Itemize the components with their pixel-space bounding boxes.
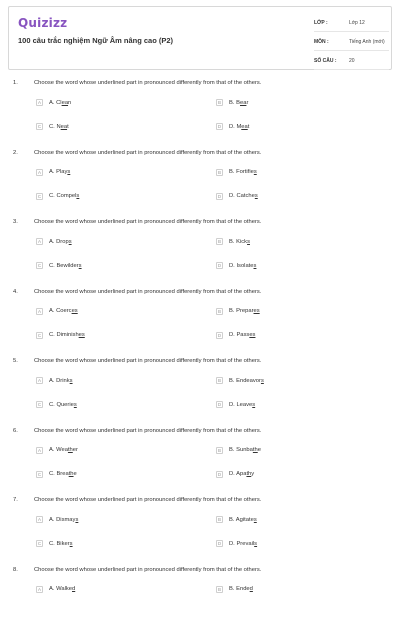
- option-text: [229, 124, 249, 130]
- option-label: C.: [49, 402, 55, 408]
- option-letter-box[interactable]: A: [36, 377, 43, 384]
- answer-option-d[interactable]: [216, 192, 258, 201]
- question-block: [0, 426, 400, 496]
- underlined-part: s: [254, 541, 257, 547]
- word-prefix: M: [236, 124, 241, 130]
- meta-value: 20: [349, 58, 355, 64]
- word-prefix: Sunba: [236, 447, 253, 453]
- word-prefix: Compel: [56, 193, 76, 199]
- option-letter-box[interactable]: A: [36, 99, 43, 106]
- underlined-part: th: [69, 471, 74, 477]
- option-text: [49, 402, 77, 408]
- option-text: [229, 169, 257, 175]
- meta-row-class: [314, 17, 389, 32]
- word-prefix: Play: [56, 169, 67, 175]
- answer-option-a[interactable]: [36, 585, 75, 594]
- option-text: [49, 447, 78, 453]
- option-letter-box[interactable]: A: [36, 308, 43, 315]
- option-label: A.: [49, 239, 54, 245]
- option-label: B.: [229, 586, 234, 592]
- meta-value: Lớp 12: [349, 20, 365, 26]
- word-prefix: Prepar: [236, 308, 253, 314]
- option-letter-box[interactable]: C: [36, 262, 43, 269]
- option-text: [229, 263, 256, 269]
- option-text: [49, 308, 78, 314]
- underlined-part: s: [74, 402, 77, 408]
- answer-option-b[interactable]: [216, 515, 257, 524]
- option-label: A.: [49, 100, 54, 106]
- word-prefix: Drop: [56, 239, 69, 245]
- option-text: [49, 263, 82, 269]
- option-label: D.: [229, 263, 235, 269]
- answer-option-c[interactable]: [36, 539, 73, 548]
- word-prefix: Kick: [236, 239, 247, 245]
- word-prefix: Wea: [56, 447, 68, 453]
- question-number: 1.: [13, 80, 18, 86]
- option-text: [49, 586, 75, 592]
- underlined-part: d: [250, 586, 253, 592]
- option-text: [49, 332, 85, 338]
- option-text: [229, 308, 260, 314]
- option-label: D.: [229, 541, 235, 547]
- question-text: Choose the word whose underlined part in pronounced differently from that of the others.: [34, 497, 261, 503]
- word-prefix: Endeavor: [236, 378, 261, 384]
- option-text: [229, 447, 261, 453]
- meta-key: LỚP :: [314, 20, 328, 26]
- word-prefix: Pass: [236, 332, 249, 338]
- option-letter-box[interactable]: D: [216, 193, 223, 200]
- underlined-part: th: [246, 471, 251, 477]
- word-prefix: Querie: [56, 402, 73, 408]
- answer-option-c[interactable]: [36, 261, 82, 270]
- question-number: 7.: [13, 497, 18, 503]
- underlined-part: s: [70, 541, 73, 547]
- question-number: 4.: [13, 289, 18, 295]
- underlined-part: d: [72, 586, 75, 592]
- word-prefix: B: [236, 100, 240, 106]
- option-label: B.: [229, 100, 234, 106]
- option-letter-box[interactable]: B: [216, 308, 223, 315]
- option-letter-box[interactable]: A: [36, 447, 43, 454]
- option-label: C.: [49, 263, 55, 269]
- word-prefix: Biker: [56, 541, 69, 547]
- meta-row-count: [314, 55, 389, 70]
- answer-option-b[interactable]: [216, 446, 261, 455]
- question-number: 2.: [13, 150, 18, 156]
- question-block: [0, 287, 400, 357]
- meta-value: Tiếng Anh (mới): [349, 39, 385, 45]
- question-block: [0, 565, 400, 634]
- answer-option-c[interactable]: [36, 400, 77, 409]
- option-letter-box[interactable]: D: [216, 123, 223, 130]
- word-prefix: Brea: [56, 471, 68, 477]
- option-label: C.: [49, 193, 55, 199]
- underlined-part: s: [69, 239, 72, 245]
- word-suffix: r: [246, 100, 248, 106]
- answer-option-b[interactable]: [216, 376, 264, 385]
- answer-option-c[interactable]: [36, 192, 79, 201]
- answer-option-d[interactable]: [216, 470, 254, 479]
- option-letter-box[interactable]: C: [36, 123, 43, 130]
- option-text: [229, 378, 264, 384]
- word-prefix: Apa: [236, 471, 246, 477]
- word-prefix: Cl: [56, 100, 61, 106]
- word-prefix: Ende: [236, 586, 250, 592]
- option-letter-box[interactable]: A: [36, 169, 43, 176]
- option-letter-box[interactable]: B: [216, 586, 223, 593]
- question-block: [0, 495, 400, 565]
- option-label: B.: [229, 447, 234, 453]
- question-text: Choose the word whose underlined part in pronounced differently from that of the others.: [34, 80, 261, 86]
- word-suffix: e: [258, 447, 261, 453]
- option-label: C.: [49, 332, 55, 338]
- option-text: [49, 124, 69, 130]
- underlined-part: ea: [241, 124, 247, 130]
- question-text: Choose the word whose underlined part in pronounced differently from that of the others.: [34, 428, 261, 434]
- option-label: A.: [49, 169, 54, 175]
- word-prefix: Dismay: [56, 517, 75, 523]
- option-text: [229, 332, 255, 338]
- option-text: [229, 402, 255, 408]
- option-text: [49, 100, 71, 106]
- quizizz-logo: Quizizz: [18, 16, 67, 30]
- answer-option-a[interactable]: [36, 446, 78, 455]
- option-text: [49, 517, 78, 523]
- option-label: A.: [49, 447, 54, 453]
- underlined-part: es: [79, 332, 85, 338]
- underlined-part: s: [252, 402, 255, 408]
- answer-option-b[interactable]: [216, 237, 250, 246]
- option-letter-box[interactable]: A: [36, 516, 43, 523]
- option-label: D.: [229, 402, 235, 408]
- question-number: 8.: [13, 567, 18, 573]
- question-number: 6.: [13, 428, 18, 434]
- option-letter-box[interactable]: B: [216, 516, 223, 523]
- underlined-part: s: [76, 193, 79, 199]
- option-letter-box[interactable]: C: [36, 332, 43, 339]
- answer-option-b[interactable]: [216, 168, 257, 177]
- question-block: [0, 148, 400, 218]
- option-label: A.: [49, 378, 54, 384]
- answer-option-d[interactable]: [216, 539, 257, 548]
- underlined-part: s: [261, 378, 264, 384]
- answer-option-d[interactable]: [216, 331, 255, 340]
- underlined-part: s: [75, 517, 78, 523]
- option-label: C.: [49, 124, 55, 130]
- underlined-part: s: [67, 169, 70, 175]
- worksheet-header: [8, 6, 392, 70]
- meta-key: MÔN :: [314, 39, 329, 45]
- answer-option-a[interactable]: [36, 307, 78, 316]
- option-label: D.: [229, 332, 235, 338]
- answer-option-c[interactable]: [36, 470, 77, 479]
- option-letter-box[interactable]: B: [216, 99, 223, 106]
- underlined-part: es: [254, 308, 260, 314]
- option-label: B.: [229, 239, 234, 245]
- word-suffix: t: [67, 124, 69, 130]
- underlined-part: th: [68, 447, 73, 453]
- option-text: [49, 541, 73, 547]
- answer-option-d[interactable]: [216, 261, 256, 270]
- answer-option-c[interactable]: [36, 331, 85, 340]
- option-text: [49, 471, 77, 477]
- question-block: [0, 356, 400, 426]
- question-text: Choose the word whose underlined part in pronounced differently from that of the others.: [34, 358, 261, 364]
- option-letter-box[interactable]: B: [216, 169, 223, 176]
- option-label: D.: [229, 193, 235, 199]
- underlined-part: th: [253, 447, 258, 453]
- option-letter-box[interactable]: B: [216, 238, 223, 245]
- answer-option-b[interactable]: [216, 307, 260, 316]
- option-label: B.: [229, 378, 234, 384]
- option-letter-box[interactable]: D: [216, 262, 223, 269]
- option-label: B.: [229, 517, 234, 523]
- option-label: A.: [49, 308, 54, 314]
- word-prefix: Bewilder: [56, 263, 78, 269]
- underlined-part: s: [254, 169, 257, 175]
- answer-option-d[interactable]: [216, 122, 249, 131]
- question-number: 5.: [13, 358, 18, 364]
- word-suffix: e: [74, 471, 77, 477]
- option-text: [229, 100, 248, 106]
- option-label: A.: [49, 517, 54, 523]
- word-suffix: y: [251, 471, 254, 477]
- word-prefix: Fortifie: [236, 169, 254, 175]
- answer-option-a[interactable]: [36, 515, 78, 524]
- underlined-part: es: [249, 332, 255, 338]
- underlined-part: s: [70, 378, 73, 384]
- answer-option-d[interactable]: [216, 400, 255, 409]
- answer-option-b[interactable]: [216, 585, 253, 594]
- answer-option-b[interactable]: [216, 98, 248, 107]
- option-label: C.: [49, 541, 55, 547]
- answer-option-a[interactable]: [36, 168, 70, 177]
- answer-option-c[interactable]: [36, 122, 69, 131]
- question-text: Choose the word whose underlined part in pronounced differently from that of the others.: [34, 567, 261, 573]
- option-label: B.: [229, 169, 234, 175]
- option-letter-box[interactable]: D: [216, 540, 223, 547]
- option-text: [229, 517, 257, 523]
- meta-key: SỐ CÂU :: [314, 58, 337, 64]
- option-letter-box[interactable]: B: [216, 447, 223, 454]
- underlined-part: s: [247, 239, 250, 245]
- question-text: Choose the word whose underlined part in pronounced differently from that of the others.: [34, 289, 261, 295]
- word-prefix: N: [56, 124, 60, 130]
- option-letter-box[interactable]: C: [36, 401, 43, 408]
- option-text: [49, 239, 72, 245]
- word-prefix: Coerc: [56, 308, 71, 314]
- question-text: Choose the word whose underlined part in pronounced differently from that of the others.: [34, 219, 261, 225]
- option-letter-box[interactable]: D: [216, 401, 223, 408]
- option-label: C.: [49, 471, 55, 477]
- option-letter-box[interactable]: D: [216, 471, 223, 478]
- word-prefix: Leave: [236, 402, 252, 408]
- word-suffix: er: [73, 447, 78, 453]
- answer-option-a[interactable]: [36, 98, 71, 107]
- option-text: [229, 471, 254, 477]
- question-block: [0, 78, 400, 148]
- word-prefix: Drink: [56, 378, 70, 384]
- underlined-part: es: [72, 308, 78, 314]
- worksheet-title: 100 câu trắc nghiệm Ngữ Âm nâng cao (P2): [18, 36, 173, 45]
- option-text: [229, 239, 250, 245]
- word-prefix: Agitate: [236, 517, 254, 523]
- worksheet-meta: [314, 17, 389, 74]
- option-label: B.: [229, 308, 234, 314]
- meta-row-subject: [314, 36, 389, 51]
- option-letter-box[interactable]: C: [36, 193, 43, 200]
- option-label: D.: [229, 124, 235, 130]
- option-letter-box[interactable]: D: [216, 332, 223, 339]
- option-text: [49, 169, 70, 175]
- underlined-part: ea: [61, 124, 67, 130]
- word-prefix: Catche: [236, 193, 254, 199]
- underlined-part: s: [255, 193, 258, 199]
- word-suffix: t: [248, 124, 250, 130]
- option-letter-box[interactable]: A: [36, 586, 43, 593]
- word-suffix: n: [68, 100, 71, 106]
- option-text: [49, 378, 73, 384]
- option-text: [229, 541, 257, 547]
- option-letter-box[interactable]: B: [216, 377, 223, 384]
- option-label: D.: [229, 471, 235, 477]
- question-block: [0, 217, 400, 287]
- option-letter-box[interactable]: C: [36, 540, 43, 547]
- underlined-part: s: [254, 263, 257, 269]
- option-letter-box[interactable]: C: [36, 471, 43, 478]
- word-prefix: Prevail: [236, 541, 254, 547]
- word-prefix: Isolate: [236, 263, 253, 269]
- underlined-part: s: [79, 263, 82, 269]
- underlined-part: s: [254, 517, 257, 523]
- underlined-part: ea: [62, 100, 68, 106]
- question-list: [0, 78, 400, 634]
- question-text: Choose the word whose underlined part in pronounced differently from that of the others.: [34, 150, 261, 156]
- option-label: A.: [49, 586, 54, 592]
- option-text: [49, 193, 79, 199]
- word-prefix: Diminish: [56, 332, 78, 338]
- option-text: [229, 193, 258, 199]
- underlined-part: ea: [240, 100, 246, 106]
- answer-option-a[interactable]: [36, 237, 72, 246]
- word-prefix: Walke: [56, 586, 72, 592]
- question-number: 3.: [13, 219, 18, 225]
- option-text: [229, 586, 253, 592]
- option-letter-box[interactable]: A: [36, 238, 43, 245]
- answer-option-a[interactable]: [36, 376, 73, 385]
